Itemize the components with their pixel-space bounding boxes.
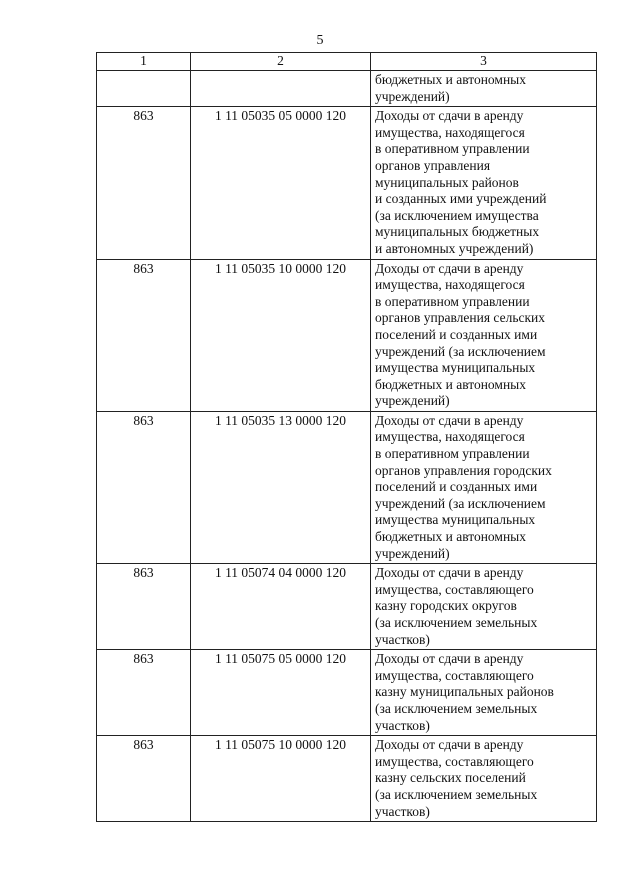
table-body	[97, 53, 597, 822]
description-line: казну городских округов	[375, 598, 517, 614]
description-line: имущества муниципальных	[375, 512, 536, 528]
admin-code-cell: 863	[97, 259, 191, 411]
description-line: бюджетных и автономных	[375, 529, 527, 545]
description-line: имущества муниципальных	[375, 360, 536, 376]
admin-code-cell: 863	[97, 107, 191, 259]
revenue-description-cell	[371, 736, 597, 822]
table-row	[97, 259, 597, 411]
revenue-description-cell	[371, 107, 597, 259]
admin-code-cell: 863	[97, 736, 191, 822]
description-line: в оперативном управлении	[375, 446, 530, 462]
admin-code-cell	[97, 71, 191, 107]
description-line: бюджетных и автономных	[375, 376, 527, 392]
description-line: учреждений (за исключением	[375, 343, 546, 359]
description-line: имущества, составляющего	[375, 667, 534, 683]
description-line: казну муниципальных районов	[375, 684, 554, 700]
description-line: участков)	[375, 803, 430, 819]
revenue-code-cell: 1 11 05075 10 0000 120	[191, 736, 371, 822]
revenue-table	[96, 52, 597, 822]
description-line: Доходы от сдачи в аренду	[375, 412, 524, 428]
description-line: казну сельских поселений	[375, 770, 526, 786]
revenue-description-cell	[371, 564, 597, 650]
table-header-row	[97, 53, 597, 71]
revenue-code-cell: 1 11 05075 05 0000 120	[191, 650, 371, 736]
revenue-description-cell	[371, 71, 597, 107]
description-line: поселений и созданных ими	[375, 479, 538, 495]
description-line: Доходы от сдачи в аренду	[375, 651, 524, 667]
table-row	[97, 411, 597, 563]
description-line: органов управления	[375, 157, 491, 173]
table-row	[97, 736, 597, 822]
table-row	[97, 71, 597, 107]
description-line: (за исключением имущества	[375, 207, 539, 223]
admin-code-cell: 863	[97, 411, 191, 563]
description-line: имущества, составляющего	[375, 753, 534, 769]
description-line: имущества, составляющего	[375, 581, 534, 597]
page-number: 5	[316, 33, 324, 48]
revenue-code-cell	[191, 71, 371, 107]
description-line: участков)	[375, 717, 430, 733]
description-line: муниципальных бюджетных	[375, 224, 540, 240]
column-header-3: 3	[371, 53, 597, 71]
description-line: в оперативном управлении	[375, 141, 530, 157]
description-line: и автономных учреждений)	[375, 240, 534, 256]
description-line: бюджетных и автономных	[375, 72, 527, 87]
description-line: имущества, находящегося	[375, 124, 525, 140]
description-line: органов управления городских	[375, 462, 552, 478]
description-line: Доходы от сдачи в аренду	[375, 737, 524, 753]
description-line: имущества, находящегося	[375, 277, 525, 293]
table-row	[97, 107, 597, 259]
revenue-description-cell	[371, 259, 597, 411]
description-line: (за исключением земельных	[375, 615, 538, 630]
description-line: и созданных ими учреждений	[375, 191, 547, 207]
description-line: учреждений)	[375, 88, 450, 104]
admin-code-cell: 863	[97, 564, 191, 650]
table-row	[97, 650, 597, 736]
description-line: в оперативном управлении	[375, 293, 530, 309]
revenue-code-cell: 1 11 05074 04 0000 120	[191, 564, 371, 650]
description-line: участков)	[375, 631, 430, 647]
description-line: имущества, находящегося	[375, 429, 525, 445]
description-line: поселений и созданных ими	[375, 326, 538, 342]
description-line: (за исключением земельных	[375, 786, 538, 802]
revenue-code-cell: 1 11 05035 10 0000 120	[191, 259, 371, 411]
description-line: учреждений)	[375, 393, 450, 409]
table-row	[97, 564, 597, 650]
revenue-description-cell	[371, 650, 597, 736]
revenue-code-cell: 1 11 05035 05 0000 120	[191, 107, 371, 259]
description-line: Доходы от сдачи в аренду	[375, 260, 524, 276]
description-line: учреждений)	[375, 545, 450, 561]
admin-code-cell: 863	[97, 650, 191, 736]
column-header-2: 2	[191, 53, 371, 71]
description-line: Доходы от сдачи в аренду	[375, 108, 524, 124]
revenue-code-cell: 1 11 05035 13 0000 120	[191, 411, 371, 563]
description-line: Доходы от сдачи в аренду	[375, 565, 524, 581]
description-line: учреждений (за исключением	[375, 495, 546, 511]
revenue-description-cell	[371, 411, 597, 563]
description-line: муниципальных районов	[375, 174, 519, 190]
description-line: органов управления сельских	[375, 310, 545, 326]
description-line: (за исключением земельных	[375, 700, 538, 716]
column-header-1: 1	[97, 53, 191, 71]
